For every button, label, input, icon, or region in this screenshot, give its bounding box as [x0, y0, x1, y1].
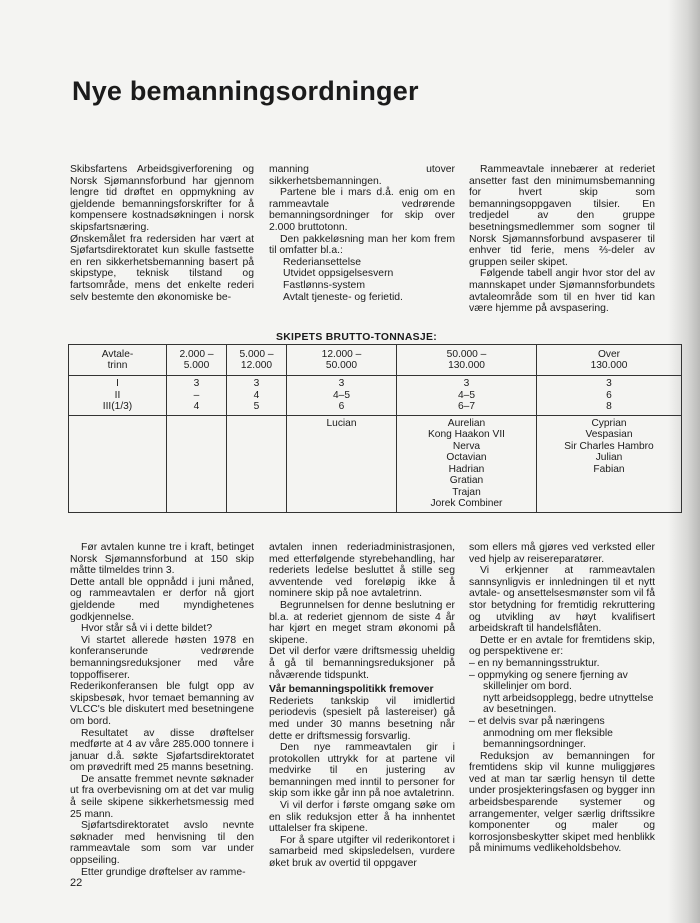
- paragraph: Sjøfartsdirektoratet avslo nevnte søknader med henvisning til den rammeavtale som som var under oppseiling.: [70, 820, 254, 867]
- top-column-2: [269, 164, 455, 303]
- paragraph: Vi erkjenner at rammeavtalen sannsynligvis er innledningen til et nytt avtale- og ansettelsesmønster som vil få stor betydning for fremtidig rekruttering og utvikling av høyt kvalifisert arbeidskraft til handelsflåten.: [469, 565, 655, 635]
- paragraph: For å spare utgifter vil rederikontoret i samarbeid med skipsledelsen, vurdere øket bruk av overtid til oppgaver: [269, 834, 455, 870]
- paragraph: Dette antall ble oppnådd i juni måned, og rammeavtalen er derfor nå gjort gjeldende med myndighetenes godkjennelse.: [70, 576, 254, 623]
- paragraph: Etter grundige drøftelser av ramme-: [81, 866, 246, 878]
- table-cell: Aurelian Kong Haakon VII Nerva Octavian Hadrian Gratian Trajan Jorek Combiner: [397, 415, 537, 512]
- paragraph: – en ny bemanningsstruktur.: [469, 657, 600, 669]
- bottom-column-2: [269, 542, 455, 870]
- page-title: Nye bemanningsordninger: [72, 76, 419, 106]
- section-heading: Vår bemanningspolitikk fremover: [269, 684, 434, 696]
- table-header-cell: 12.000 – 50.000: [287, 345, 397, 376]
- bottom-column-1: [70, 542, 254, 878]
- paragraph: Vi startet allerede høsten 1978 en konferanserunde vedrørende bemanningsreduksjoner med våre toppoffiserer.: [70, 634, 254, 681]
- paragraph: Vi vil derfor i første omgang søke om en slik reduksjon etter å ha innhentet uttalelser fra skipene.: [269, 800, 455, 835]
- table-header-row: [69, 345, 682, 376]
- table-row: [69, 376, 682, 416]
- paragraph: nytt arbeidsopplegg, bedre utnyttelse av besetningen.: [483, 692, 654, 716]
- paragraph: Skibsfartens Arbeidsgiverforening og Norsk Sjømannsforbund har gjennom lengre tid drøftet en oppmykning av gjeldende bemanningsforskrifter for å kompensere kostnadsøkningen i norsk skipsfartsnæring.: [70, 164, 254, 233]
- paragraph: Følgende tabell angir hvor stor del av mannskapet under Sjømannsforbundets avtaleområde som til en hver tid kan være hjemme på avspasering.: [469, 268, 655, 315]
- bottom-column-3: [469, 542, 655, 855]
- paragraph: Den pakkeløsning man her kom frem til omfatter bl.a.:: [269, 233, 455, 257]
- table-cell: [167, 415, 227, 512]
- table-cell: 3 4–5 6–7: [397, 376, 537, 416]
- table-header-cell: Over 130.000: [537, 345, 682, 376]
- table-cell: [227, 415, 287, 512]
- paragraph: Rammeavtale innebærer at rederiet ansetter fast den minimumsbemanning for hvert skip som bemanningsoppgaven tilsier. En tredjedel av den gruppe besetningsmedlemmer som sogner til Norsk Sjømannsforbund avspaserer til enhver tid ferie, mens ⅔-deler av gruppen seiler skipet.: [469, 164, 655, 268]
- top-column-3: [469, 164, 655, 315]
- table-cell: Cyprian Vespasian Sir Charles Hambro Julian Fabian: [537, 415, 682, 512]
- paragraph: manning utover sikkerhetsbemanningen.: [269, 164, 455, 187]
- paragraph: Resultatet av disse drøftelser medførte at 4 av våre 285.000 tonnere i januar d.å. søkte Sjøfartsdirektoratet om prøvedrift med 25 manns besetning.: [70, 727, 254, 774]
- paragraph: Før avtalen kunne tre i kraft, betinget Norsk Sjømannsforbund at 150 skip måtte tilmeldes trinn 3.: [70, 542, 254, 577]
- top-column-1: [70, 164, 254, 303]
- paragraph: Utvidet oppsigelsesvern: [283, 268, 394, 280]
- paragraph: Partene ble i mars d.å. enig om en rammeavtale vedrørende bemanningsordninger for skip over 2.000 bruttotonn.: [269, 187, 455, 233]
- paragraph: Begrunnelsen for denne beslutning er bl.a. at rederiet gjennom de siste 4 år har kjørt en meget stram økonomi på skipene.: [269, 599, 455, 646]
- page-number: 22: [70, 877, 83, 889]
- paragraph: avtalen innen rederiadministrasjonen, med etterfølgende styrebehandling, har rederiets ledelse besluttet å stille seg avventende ved foreløpig ikke å nominere skip på noe avtaletrinn.: [269, 542, 455, 600]
- table-row: [69, 415, 682, 512]
- paragraph: Hvor står så vi i dette bildet?: [81, 623, 213, 635]
- table-cell: 3 6 8: [537, 376, 682, 416]
- table-cell: 3 – 4: [167, 376, 227, 416]
- paragraph: Ønskemålet fra redersiden har vært at Sjøfartsdirektoratet kun skulle fastsette en ren sikkerhetsbemanning basert på skipstype, teknisk tilstand og fartsområde, mens det enkelte rederi selv bestemte den økonomiske be-: [70, 233, 254, 303]
- paragraph: Rederikonferansen ble fulgt opp av skipsbesøk, hvor temaet bemanning av VLCC's ble diskutert med besetningene om bord.: [70, 681, 254, 727]
- paragraph: Rederiansettelse: [283, 256, 361, 268]
- paragraph: Avtalt tjeneste- og ferietid.: [283, 291, 403, 303]
- paragraph: De ansatte fremmet nevnte søknader ut fra overbevisning om at det var mulig å seile skipene sikkerhetsmessig med 25 mann.: [70, 773, 254, 820]
- table-cell: Lucian: [287, 415, 397, 512]
- table-cell: [69, 415, 167, 512]
- paragraph: Reduksjon av bemanningen for fremtidens skip vil kunne muliggjøres ved at man tar særlig hensyn til dette under prosjekteringsfasen og bygger inn arbeidsbesparende systemer og arrangementer, velger særlig driftssikre komponenter og maler og korrosjonsbeskytter skipet med henblikk på minimums vedlikeholdsbehov.: [469, 750, 655, 855]
- table-cell: I II III(1/3): [69, 376, 167, 416]
- table-header-cell: 50.000 – 130.000: [397, 345, 537, 376]
- paragraph: Rederiets tankskip vil imidlertid periodevis (spesielt på lastereiser) gå med under 30 manns besetning når dette er driftsmessig forsvarlig.: [269, 695, 455, 742]
- paragraph: – et delvis svar på næringens anmodning om mer fleksible bemanningsordninger.: [469, 715, 613, 751]
- paragraph: som ellers må gjøres ved verksted eller ved hjelp av reisereparatører.: [469, 542, 655, 565]
- table-header-cell: Avtale- trinn: [69, 345, 167, 376]
- paragraph: – oppmyking og senere fjerning av skillelinjer om bord.: [469, 669, 628, 693]
- table-caption: SKIPETS BRUTTO-TONNASJE:: [276, 332, 437, 343]
- paragraph: Dette er en avtale for fremtidens skip, og perspektivene er:: [469, 634, 655, 658]
- paragraph: Fastlønns-system: [283, 279, 365, 291]
- paragraph: Det vil derfor være driftsmessig uheldig å gå til bemanningsreduksjoner på nåværende tidspunkt.: [269, 646, 455, 681]
- table-header-cell: 2.000 – 5.000: [167, 345, 227, 376]
- table-cell: 3 4 5: [227, 376, 287, 416]
- table-cell: 3 4–5 6: [287, 376, 397, 416]
- tonnage-table: [68, 344, 682, 513]
- paragraph: Den nye rammeavtalen gir i protokollen uttrykk for at partene vil medvirke til en justering av bemanningen med inntil to personer for skip som ikke går inn på noe avtaletrinn.: [269, 742, 455, 800]
- table-header-cell: 5.000 – 12.000: [227, 345, 287, 376]
